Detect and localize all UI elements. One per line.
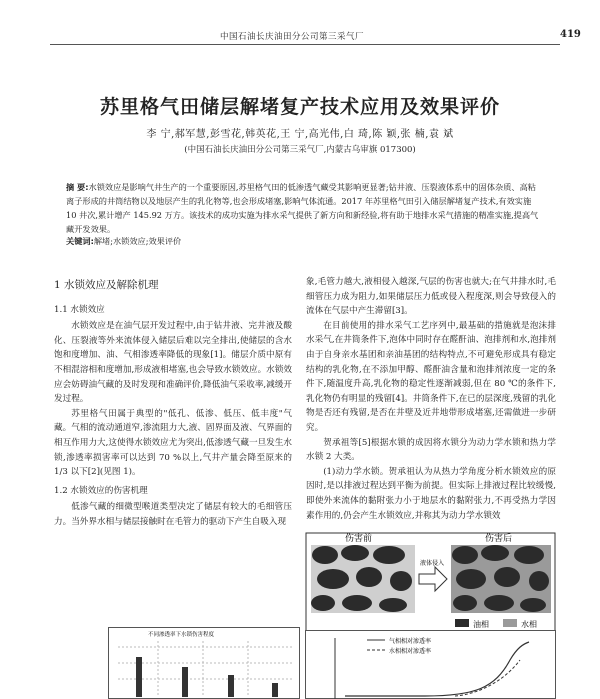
grains-after <box>452 545 549 612</box>
keywords-text: 解堵;水锁效应;效果评价 <box>93 236 182 246</box>
legend-oil: 油相 <box>473 620 489 629</box>
keywords <box>66 236 544 247</box>
figure-pore-damage <box>305 527 556 637</box>
right-column <box>306 275 556 523</box>
left-column <box>54 270 292 530</box>
paragraph: 在目前使用的排水采气工艺序列中,最基础的措施就是泡沫排水采气,在井筒条件下,泡体中同时存在醛酐油、泡排剂和水,泡排剂由于自身亲水基团和亲油基团的结构特点,不可避免形成具有稳定结构的乳化物,在不添加甲醇、醛酐油含量和泡排剂浓度一定的条件下,随温度升高,乳化物的稳定性逐渐减弱,但在 80 ℃的条件下,乳化物仍有明显的残留[4]。井筒条件下,在已的层深度,残留的乳化物是否还有残留,是否在井壁及近井地带形成堵塞,还需做进一步研究。 <box>306 320 556 433</box>
paragraph: 苏里格气田属于典型的"低孔、低渗、低压、低丰度"气藏。气相的流动通道窄,渗流阻力大,液、固界面及液、气界面的相互作用力大,这使得水锁效应尤为突出,低渗透气藏一旦发生水锁,渗透率损害率可以达到 70 %以上,气井产量会降至原来的 1/3 以下[2](见图 1)。 <box>54 408 292 478</box>
subsection-heading: 1.2 水锁效应的伤害机理 <box>54 485 148 496</box>
abstract-text: 水锁效应是影响气井生产的一个重要原因,苏里格气田的低渗透气藏受其影响更显著;钻井液、压裂液体系中的固体杂质、高粘离子形成的井筒结物以及地层产生的乳化物等,也会形成堵塞,影响气体流通。2017 年苏里格气田引入储层解堵复产技术,有效实施 10 井次,累计增产 145.92 万方。该技术的成功实施为排水采气提供了新方向和新经验,将有助于地排水采气措施的精准实施,提高气藏开发效果。 <box>66 182 539 234</box>
legend-swatch-oil <box>455 619 469 627</box>
legend-gas: 气相相对渗透率 <box>389 638 432 645</box>
abstract <box>66 180 544 236</box>
page-number: 419 <box>560 29 581 40</box>
keywords-label: 关键词: <box>66 236 94 246</box>
paragraph: (1)动力学水锁。贺承祖认为从热力学角度分析水锁效应的原因时,是以排液过程达到平衡为前提。但实际上排液过程比较缓慢,即使外来流体的黏附张力小于地层水的黏附张力,不再受热力学因素作用的,仍会产生水锁效应,并称其为动力学水锁效 <box>306 466 556 521</box>
affiliation: (中国石油长庆油田分公司第三采气厂,内蒙古乌审旗 017300) <box>184 145 416 155</box>
author-list: 李 宁,郝军慧,彭雪花,韩英花,王 宁,高光伟,白 琦,陈 颖,张 楠,袁 斌 <box>146 129 454 140</box>
paragraph: 水锁效应是在油气层开发过程中,由于钻井液、完井液及酸化、压裂液等外来流体侵入储层后难以完全排出,使储层的含水饱和度增加、油、气相渗透率降低的现象[1]。储层介质中原有不相混溶相和度增加,形成液相堵塞,也会导致水锁效应。水锁效应会妨碍油气藏的及时发现和准确评价,降低油气采收率,减缓开发过程。 <box>54 321 292 405</box>
paragraph: 低渗气藏的细微型喉道类型决定了储层有较大的毛细管压力。当外界水相与储层接触时在毛管力的驱动下产生自吸入现 <box>54 502 292 527</box>
arrow-label: 液体侵入 <box>420 560 445 567</box>
article-title: 苏里格气田储层解堵复产技术应用及效果评价 <box>99 96 500 118</box>
paragraph: 贺承祖等[5]根据水锁的成因将水锁分为动力学水锁和热力学水锁 2 大类。 <box>306 437 556 463</box>
figure-permeability-curves <box>305 630 556 699</box>
journal-name: 中国石油长庆油田分公司第三采气厂 <box>220 32 365 42</box>
legend-swatch-water <box>503 619 517 627</box>
figure-damage-chart <box>108 627 300 699</box>
chart-title: 不同渗透率下水锁伤害程度 <box>148 632 215 638</box>
abstract-label: 摘 要: <box>66 182 89 192</box>
header-rule <box>50 44 560 45</box>
legend-water: 水相 <box>521 620 537 629</box>
grains-before <box>311 545 412 612</box>
paragraph: 象,毛管力越大,液相侵入越深,气层的伤害也就大;在气井排水时,毛细管压力成为阻力,如果储层压力低或侵入程度深,则会导致侵入的流体在气层中产生滞留[3]。 <box>306 277 556 317</box>
section-heading: 1 水锁效应及解除机理 <box>54 279 159 291</box>
subsection-heading: 1.1 水锁效应 <box>54 304 105 315</box>
legend-water-perm: 水相相对渗透率 <box>389 648 432 655</box>
page-header <box>0 0 600 50</box>
label-before: 伤害前 <box>345 534 373 544</box>
label-after: 伤害后 <box>485 534 513 544</box>
